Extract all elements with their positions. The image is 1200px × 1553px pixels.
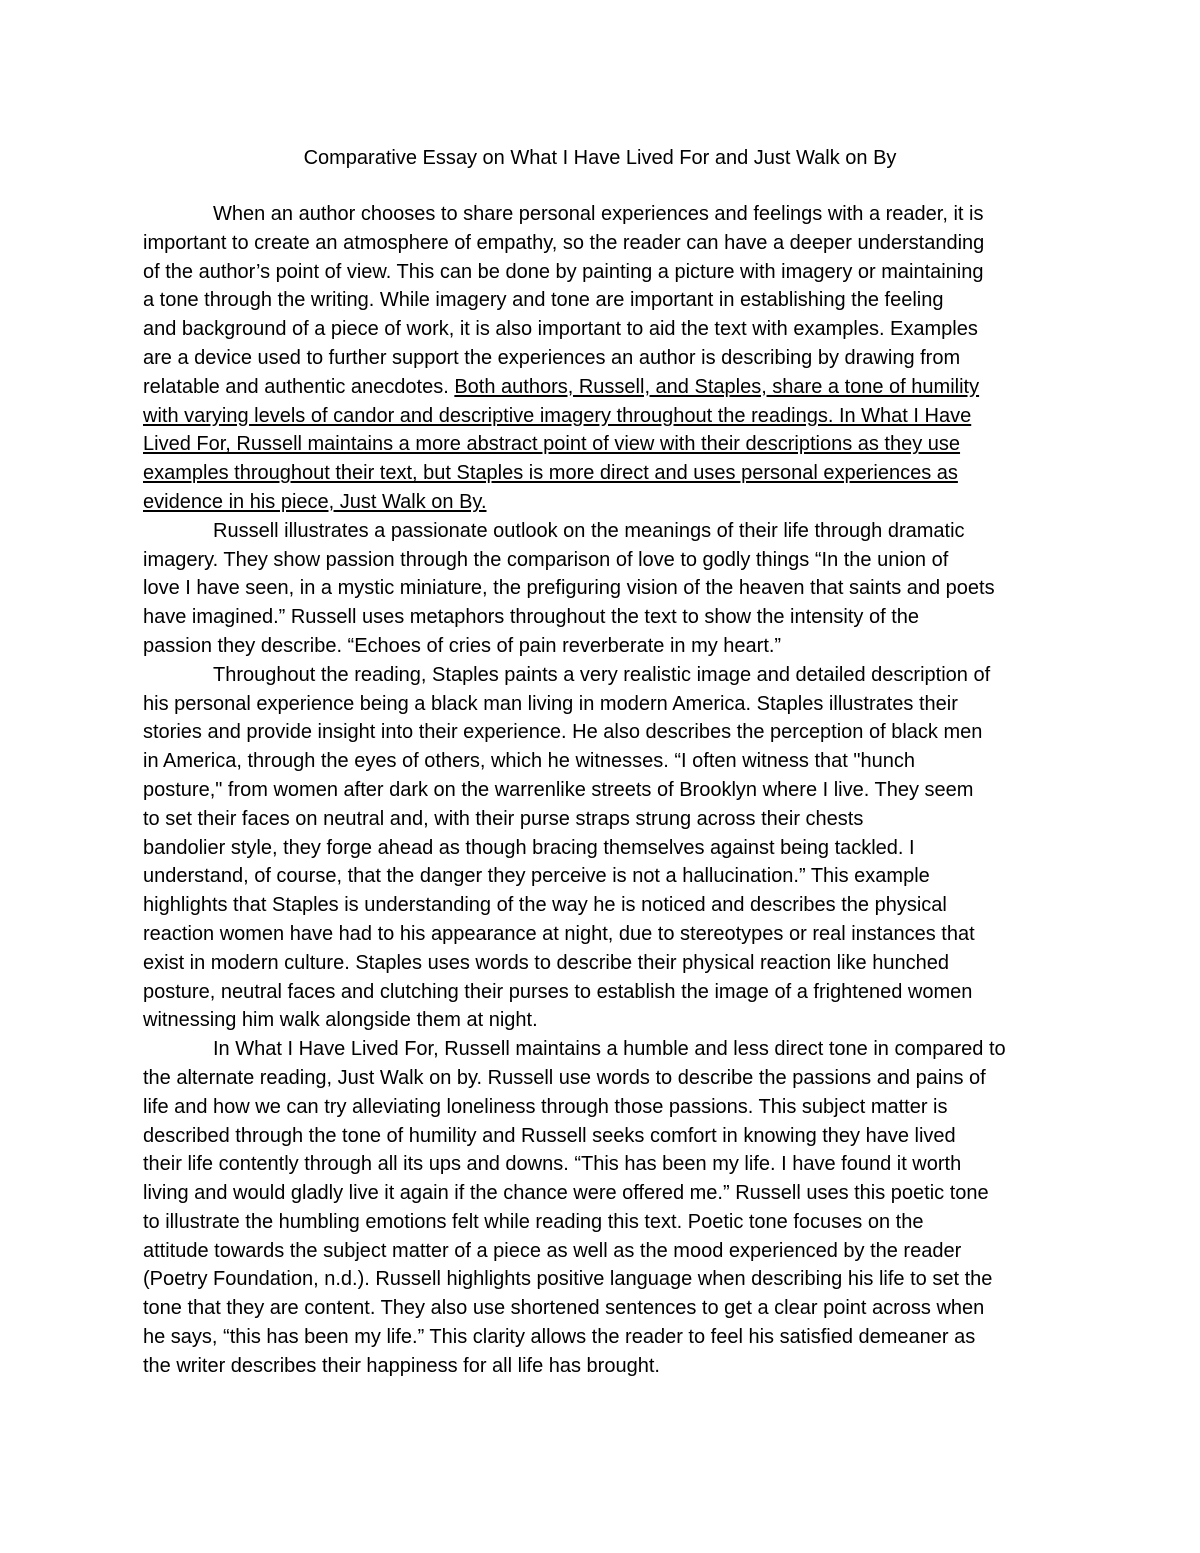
line-text: attitude towards the subject matter of a piece as well as the mood experienced by the reader bbox=[143, 1239, 962, 1262]
line-text: and background of a piece of work, it is also important to aid the text with examples. Examples bbox=[143, 318, 978, 341]
line-text: reaction women have had to his appearance at night, due to stereotypes or real instances that bbox=[143, 922, 975, 945]
underlined-text: Lived For, Russell maintains a more abstract point of view with their descriptions as they use bbox=[143, 433, 961, 456]
line-text: have imagined.” Russell uses metaphors throughout the text to show the intensity of the bbox=[143, 606, 919, 629]
line-text: a tone through the writing. While imagery and tone are important in establishing the feeling bbox=[143, 289, 944, 312]
essay-line bbox=[143, 1122, 1073, 1151]
underlined-text: with varying levels of candor and descriptive imagery throughout the readings. In What I Have bbox=[143, 404, 972, 427]
essay-line bbox=[143, 315, 1073, 344]
line-text: highlights that Staples is understanding of the way he is noticed and describes the physical bbox=[143, 894, 947, 917]
essay-line bbox=[143, 286, 1073, 315]
essay-line bbox=[143, 1035, 1073, 1064]
essay-line bbox=[143, 1294, 1073, 1323]
line-text: he says, “this has been my life.” This clarity allows the reader to feel his satisfied demeaner as bbox=[143, 1326, 976, 1349]
line-text: bandolier style, they forge ahead as though bracing themselves against being tackled. I bbox=[143, 836, 915, 859]
line-text: described through the tone of humility and Russell seeks comfort in knowing they have lived bbox=[143, 1124, 956, 1147]
essay-line bbox=[143, 200, 1073, 229]
essay-line bbox=[143, 891, 1073, 920]
line-text: (Poetry Foundation, n.d.). Russell highlights positive language when describing his life to set the bbox=[143, 1268, 993, 1291]
line-text: When an author chooses to share personal experiences and feelings with a reader, it is bbox=[213, 203, 984, 225]
line-text: important to create an atmosphere of empathy, so the reader can have a deeper understanding bbox=[143, 231, 985, 254]
essay-line bbox=[143, 1352, 1073, 1381]
essay-body bbox=[143, 200, 1073, 1381]
essay-line bbox=[143, 632, 1073, 661]
line-text: the writer describes their happiness for all life has brought. bbox=[143, 1354, 660, 1377]
essay-line bbox=[143, 805, 1073, 834]
essay-line bbox=[143, 718, 1073, 747]
line-text: in America, through the eyes of others, which he witnesses. “I often witness that "hunch bbox=[143, 750, 915, 773]
essay-line bbox=[143, 574, 1073, 603]
line-text: living and would gladly live it again if the chance were offered me.” Russell uses this poetic tone bbox=[143, 1182, 989, 1205]
line-text: to illustrate the humbling emotions felt while reading this text. Poetic tone focuses on the bbox=[143, 1210, 924, 1233]
line-text: witnessing him walk alongside them at night. bbox=[143, 1009, 538, 1032]
essay-line bbox=[143, 661, 1073, 690]
line-text: Russell illustrates a passionate outlook on the meanings of their life through dramatic bbox=[213, 519, 965, 542]
essay-line bbox=[143, 1237, 1073, 1266]
line-text: Throughout the reading, Staples paints a very realistic image and detailed description of bbox=[213, 663, 991, 686]
essay-line bbox=[143, 430, 1073, 459]
essay-line bbox=[143, 229, 1073, 258]
essay-line bbox=[143, 920, 1073, 949]
line-text: stories and provide insight into their experience. He also describes the perception of black men bbox=[143, 721, 983, 744]
essay-line bbox=[143, 978, 1073, 1007]
essay-line bbox=[143, 546, 1073, 575]
line-text: posture, neutral faces and clutching their purses to establish the image of a frightened women bbox=[143, 980, 973, 1003]
line-text: his personal experience being a black man living in modern America. Staples illustrates their bbox=[143, 692, 958, 715]
essay-line bbox=[143, 258, 1073, 287]
line-text: passion they describe. “Echoes of cries of pain reverberate in my heart.” bbox=[143, 634, 782, 657]
line-text: tone that they are content. They also use shortened sentences to get a clear point across when bbox=[143, 1297, 985, 1320]
essay-line bbox=[143, 402, 1073, 431]
line-text: their life contently through all its ups and downs. “This has been my life. I have found it worth bbox=[143, 1153, 962, 1176]
line-text: understand, of course, that the danger they perceive is not a hallucination.” This example bbox=[143, 865, 930, 888]
line-text: of the author’s point of view. This can be done by painting a picture with imagery or maintaining bbox=[143, 260, 984, 283]
line-text: In What I Have Lived For, Russell maintains a humble and less direct tone in compared to bbox=[213, 1038, 1006, 1061]
line-text: exist in modern culture. Staples uses words to describe their physical reaction like hunched bbox=[143, 951, 949, 974]
line-text: life and how we can try alleviating loneliness through those passions. This subject matter is bbox=[143, 1095, 948, 1118]
essay-line bbox=[143, 517, 1073, 546]
essay-line bbox=[143, 1150, 1073, 1179]
essay-line bbox=[143, 1006, 1073, 1035]
essay-line bbox=[143, 1179, 1073, 1208]
essay-line bbox=[143, 747, 1073, 776]
underlined-text: Both authors, Russell, and Staples, share a tone of humility bbox=[454, 375, 980, 398]
essay-line bbox=[143, 373, 1073, 402]
essay-line bbox=[143, 949, 1073, 978]
essay-line bbox=[143, 776, 1073, 805]
essay-line bbox=[143, 488, 1073, 517]
essay-line bbox=[143, 603, 1073, 632]
line-text: relatable and authentic anecdotes. bbox=[143, 375, 455, 398]
essay-line bbox=[143, 1093, 1073, 1122]
line-text: love I have seen, in a mystic miniature, the prefiguring vision of the heaven that saints and poets bbox=[143, 577, 995, 600]
essay-title: Comparative Essay on What I Have Lived For and Just Walk on By bbox=[303, 147, 897, 169]
underlined-text: evidence in his piece, Just Walk on By. bbox=[143, 490, 487, 513]
line-text: posture," from women after dark on the warrenlike streets of Brooklyn where I live. They seem bbox=[143, 778, 974, 801]
essay-line bbox=[143, 834, 1073, 863]
essay-line bbox=[143, 690, 1073, 719]
line-text: to set their faces on neutral and, with their purse straps strung across their chests bbox=[143, 807, 864, 830]
underlined-text: examples throughout their text, but Staples is more direct and uses personal experiences as bbox=[143, 462, 958, 485]
essay-line bbox=[143, 862, 1073, 891]
line-text: are a device used to further support the experiences an author is describing by drawing from bbox=[143, 346, 961, 369]
essay-line bbox=[143, 344, 1073, 373]
essay-line bbox=[143, 1208, 1073, 1237]
line-text: imagery. They show passion through the comparison of love to godly things “In the union of bbox=[143, 548, 949, 571]
line-text: the alternate reading, Just Walk on by. Russell use words to describe the passions and pains of bbox=[143, 1066, 986, 1089]
essay-line bbox=[143, 1064, 1073, 1093]
essay-line bbox=[143, 1323, 1073, 1352]
essay-line bbox=[143, 1265, 1073, 1294]
essay-line bbox=[143, 459, 1073, 488]
